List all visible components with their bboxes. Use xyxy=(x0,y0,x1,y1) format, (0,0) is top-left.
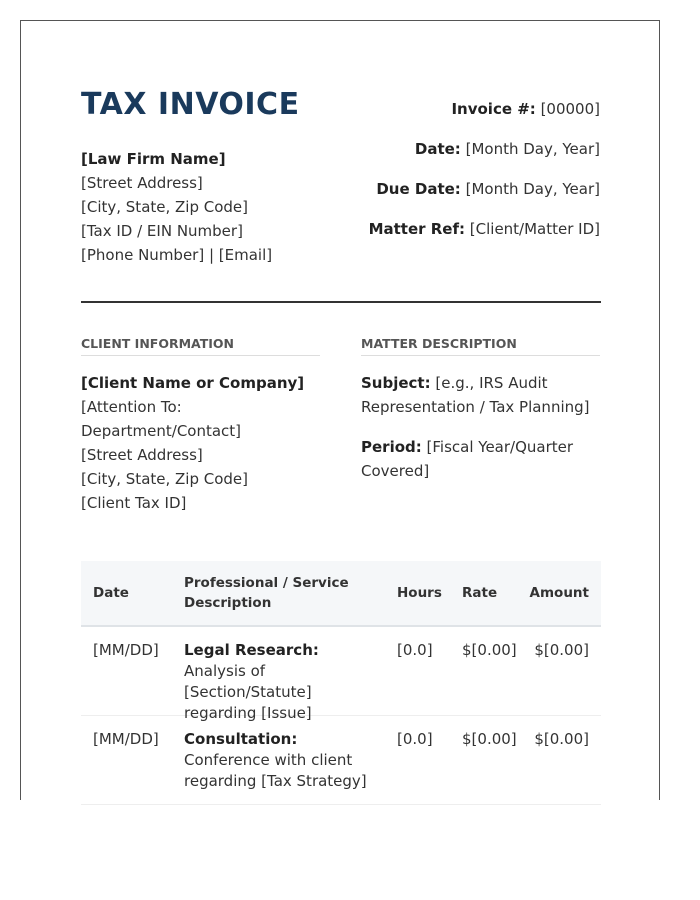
invoice-number-label: Invoice #: xyxy=(451,100,536,118)
invoice-number-value: [00000] xyxy=(540,100,600,118)
invoice-title: TAX INVOICE xyxy=(81,87,300,122)
matter-subject-value: [e.g., IRS Audit Representation / Tax Planning] xyxy=(361,374,590,416)
row-description xyxy=(184,640,379,724)
firm-city: [City, State, Zip Code] xyxy=(81,198,249,216)
header-amount: Amount xyxy=(529,585,589,601)
header-divider xyxy=(81,301,601,303)
row-description-label: Consultation: xyxy=(184,730,298,748)
client-city: [City, State, Zip Code] xyxy=(81,470,249,488)
row-hours: [0.0] xyxy=(397,730,433,748)
row-description xyxy=(184,729,379,792)
invoice-date-row xyxy=(369,137,600,177)
header-hours: Hours xyxy=(397,585,442,601)
services-table xyxy=(81,561,601,805)
row-date: [MM/DD] xyxy=(93,641,159,659)
matter-period-value: [Fiscal Year/Quarter Covered] xyxy=(361,438,574,480)
matter-ref-value: [Client/Matter ID] xyxy=(469,220,600,238)
table-row xyxy=(81,627,601,722)
matter-period-label: Period: xyxy=(361,438,422,456)
table-header xyxy=(81,561,601,627)
firm-contact: [Phone Number] | [Email] xyxy=(81,246,273,264)
row-amount: $[0.00] xyxy=(534,730,589,748)
invoice-page xyxy=(20,20,660,800)
invoice-date-value: [Month Day, Year] xyxy=(465,140,600,158)
header-date: Date xyxy=(93,585,129,601)
client-street: [Street Address] xyxy=(81,446,203,464)
matter-period xyxy=(361,435,601,483)
firm-street: [Street Address] xyxy=(81,174,203,192)
invoice-date-label: Date: xyxy=(414,140,461,158)
matter-description-block xyxy=(361,371,601,499)
invoice-meta xyxy=(369,97,600,257)
row-date: [MM/DD] xyxy=(93,730,159,748)
row-rate: $[0.00] xyxy=(462,730,517,748)
matter-subject-label: Subject: xyxy=(361,374,431,392)
matter-ref-label: Matter Ref: xyxy=(368,220,465,238)
client-info-heading: CLIENT INFORMATION xyxy=(81,337,320,356)
due-date-value: [Month Day, Year] xyxy=(465,180,600,198)
row-description-label: Legal Research: xyxy=(184,641,319,659)
matter-description-heading: MATTER DESCRIPTION xyxy=(361,337,600,356)
row-rate: $[0.00] xyxy=(462,641,517,659)
row-description-text: Analysis of [Section/Statute] regarding [Issue] xyxy=(184,662,312,722)
header-rate: Rate xyxy=(462,585,498,601)
matter-subject xyxy=(361,371,601,419)
row-description-text: Conference with client regarding [Tax Strategy] xyxy=(184,751,367,790)
client-info-block xyxy=(81,371,321,515)
header-description: Professional / Service Description xyxy=(184,575,349,611)
firm-name: [Law Firm Name] xyxy=(81,150,226,168)
firm-address-block xyxy=(81,147,272,267)
row-amount: $[0.00] xyxy=(534,641,589,659)
due-date-row xyxy=(369,177,600,217)
client-tax-id: [Client Tax ID] xyxy=(81,494,187,512)
firm-tax-id: [Tax ID / EIN Number] xyxy=(81,222,243,240)
table-row xyxy=(81,716,601,805)
row-hours: [0.0] xyxy=(397,641,433,659)
due-date-label: Due Date: xyxy=(376,180,461,198)
matter-ref-row xyxy=(369,217,600,257)
client-name: [Client Name or Company] xyxy=(81,374,305,392)
invoice-number-row xyxy=(369,97,600,137)
client-attention: [Attention To: Department/Contact] xyxy=(81,398,242,440)
